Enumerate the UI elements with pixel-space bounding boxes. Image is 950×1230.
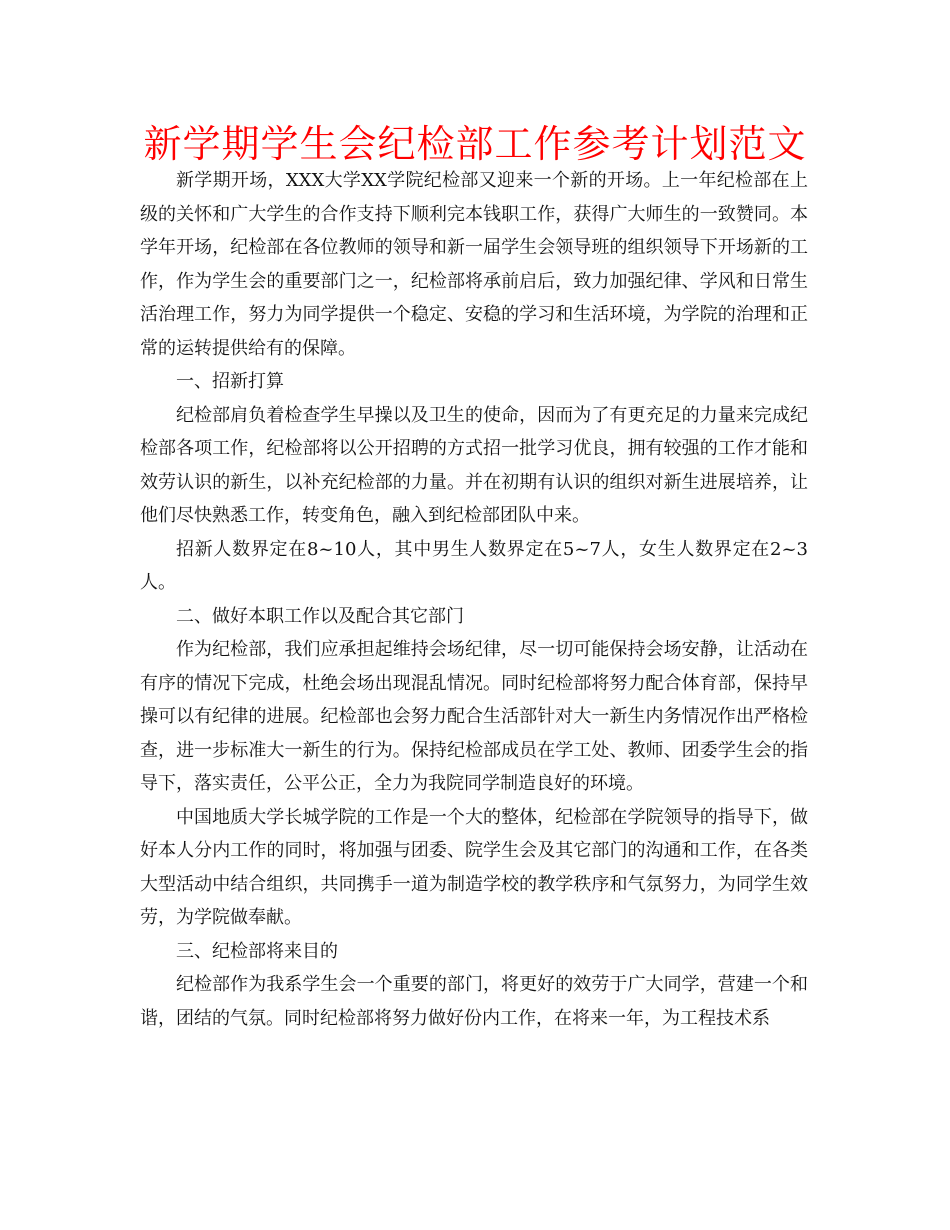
paragraph-duties: 作为纪检部，我们应承担起维持会场纪律，尽一切可能保持会场安静，让活动在有序的情况下完成，杜绝会场出现混乱情况。同时纪检部将努力配合体育部，保持早操可以有纪律的进展。纪检部也会努力配合生活部针对大一新生内务情况作出严格检查，进一步标准大一新生的行为。保持纪检部成员在学工处、教师、团委学生会的指导下，落实责任，公平公正，全力为我院同学制造良好的环境。 <box>140 639 808 794</box>
document-body <box>140 164 808 1035</box>
section-heading-duties: 二、做好本职工作以及配合其它部门 <box>176 605 464 627</box>
paragraph-goals: 纪检部作为我系学生会一个重要的部门，将更好的效劳于广大同学，营建一个和谐，团结的气氛。同时纪检部将努力做好份内工作，在将来一年，为工程技术系 <box>140 974 808 1029</box>
section-heading-goals: 三、纪检部将来目的 <box>176 940 338 962</box>
paragraph-recruitment: 纪检部肩负着检查学生早操以及卫生的使命，因而为了有更充足的力量来完成纪检部各项工作，纪检部将以公开招聘的方式招一批学习优良，拥有较强的工作才能和效劳认识的新生，以补充纪检部的力量。并在初期有认识的组织对新生进展培养，让他们尽快熟悉工作，转变角色，融入到纪检部团队中来。 <box>140 404 808 526</box>
section-heading-recruitment: 一、招新打算 <box>176 371 284 392</box>
paragraph-recruitment-quota: 招新人数界定在8~10人，其中男生人数界定在5~7人，女生人数界定在2~3人。 <box>140 538 808 593</box>
paragraph-cooperation: 中国地质大学长城学院的工作是一个大的整体，纪检部在学院领导的指导下，做好本人分内工作的同时，将加强与团委、院学生会及其它部门的沟通和工作，在各类大型活动中结合组织，共同携手一道为制造学校的教学秩序和气氛努力，为同学生效劳，为学院做奉献。 <box>140 806 808 928</box>
paragraph-intro: 新学期开场，XXX大学XX学院纪检部又迎来一个新的开场。上一年纪检部在上级的关怀和广大学生的合作支持下顺利完本钱职工作，获得广大师生的一致赞同。本学年开场，纪检部在各位教师的领导和新一届学生会领导班的组织领导下开场新的工作，作为学生会的重要部门之一，纪检部将承前启后，致力加强纪律、学风和日常生活治理工作，努力为同学提供一个稳定、安稳的学习和生活环境，为学院的治理和正常的运转提供给有的保障。 <box>140 170 808 359</box>
document-title: 新学期学生会纪检部工作参考计划范文 <box>143 122 807 166</box>
